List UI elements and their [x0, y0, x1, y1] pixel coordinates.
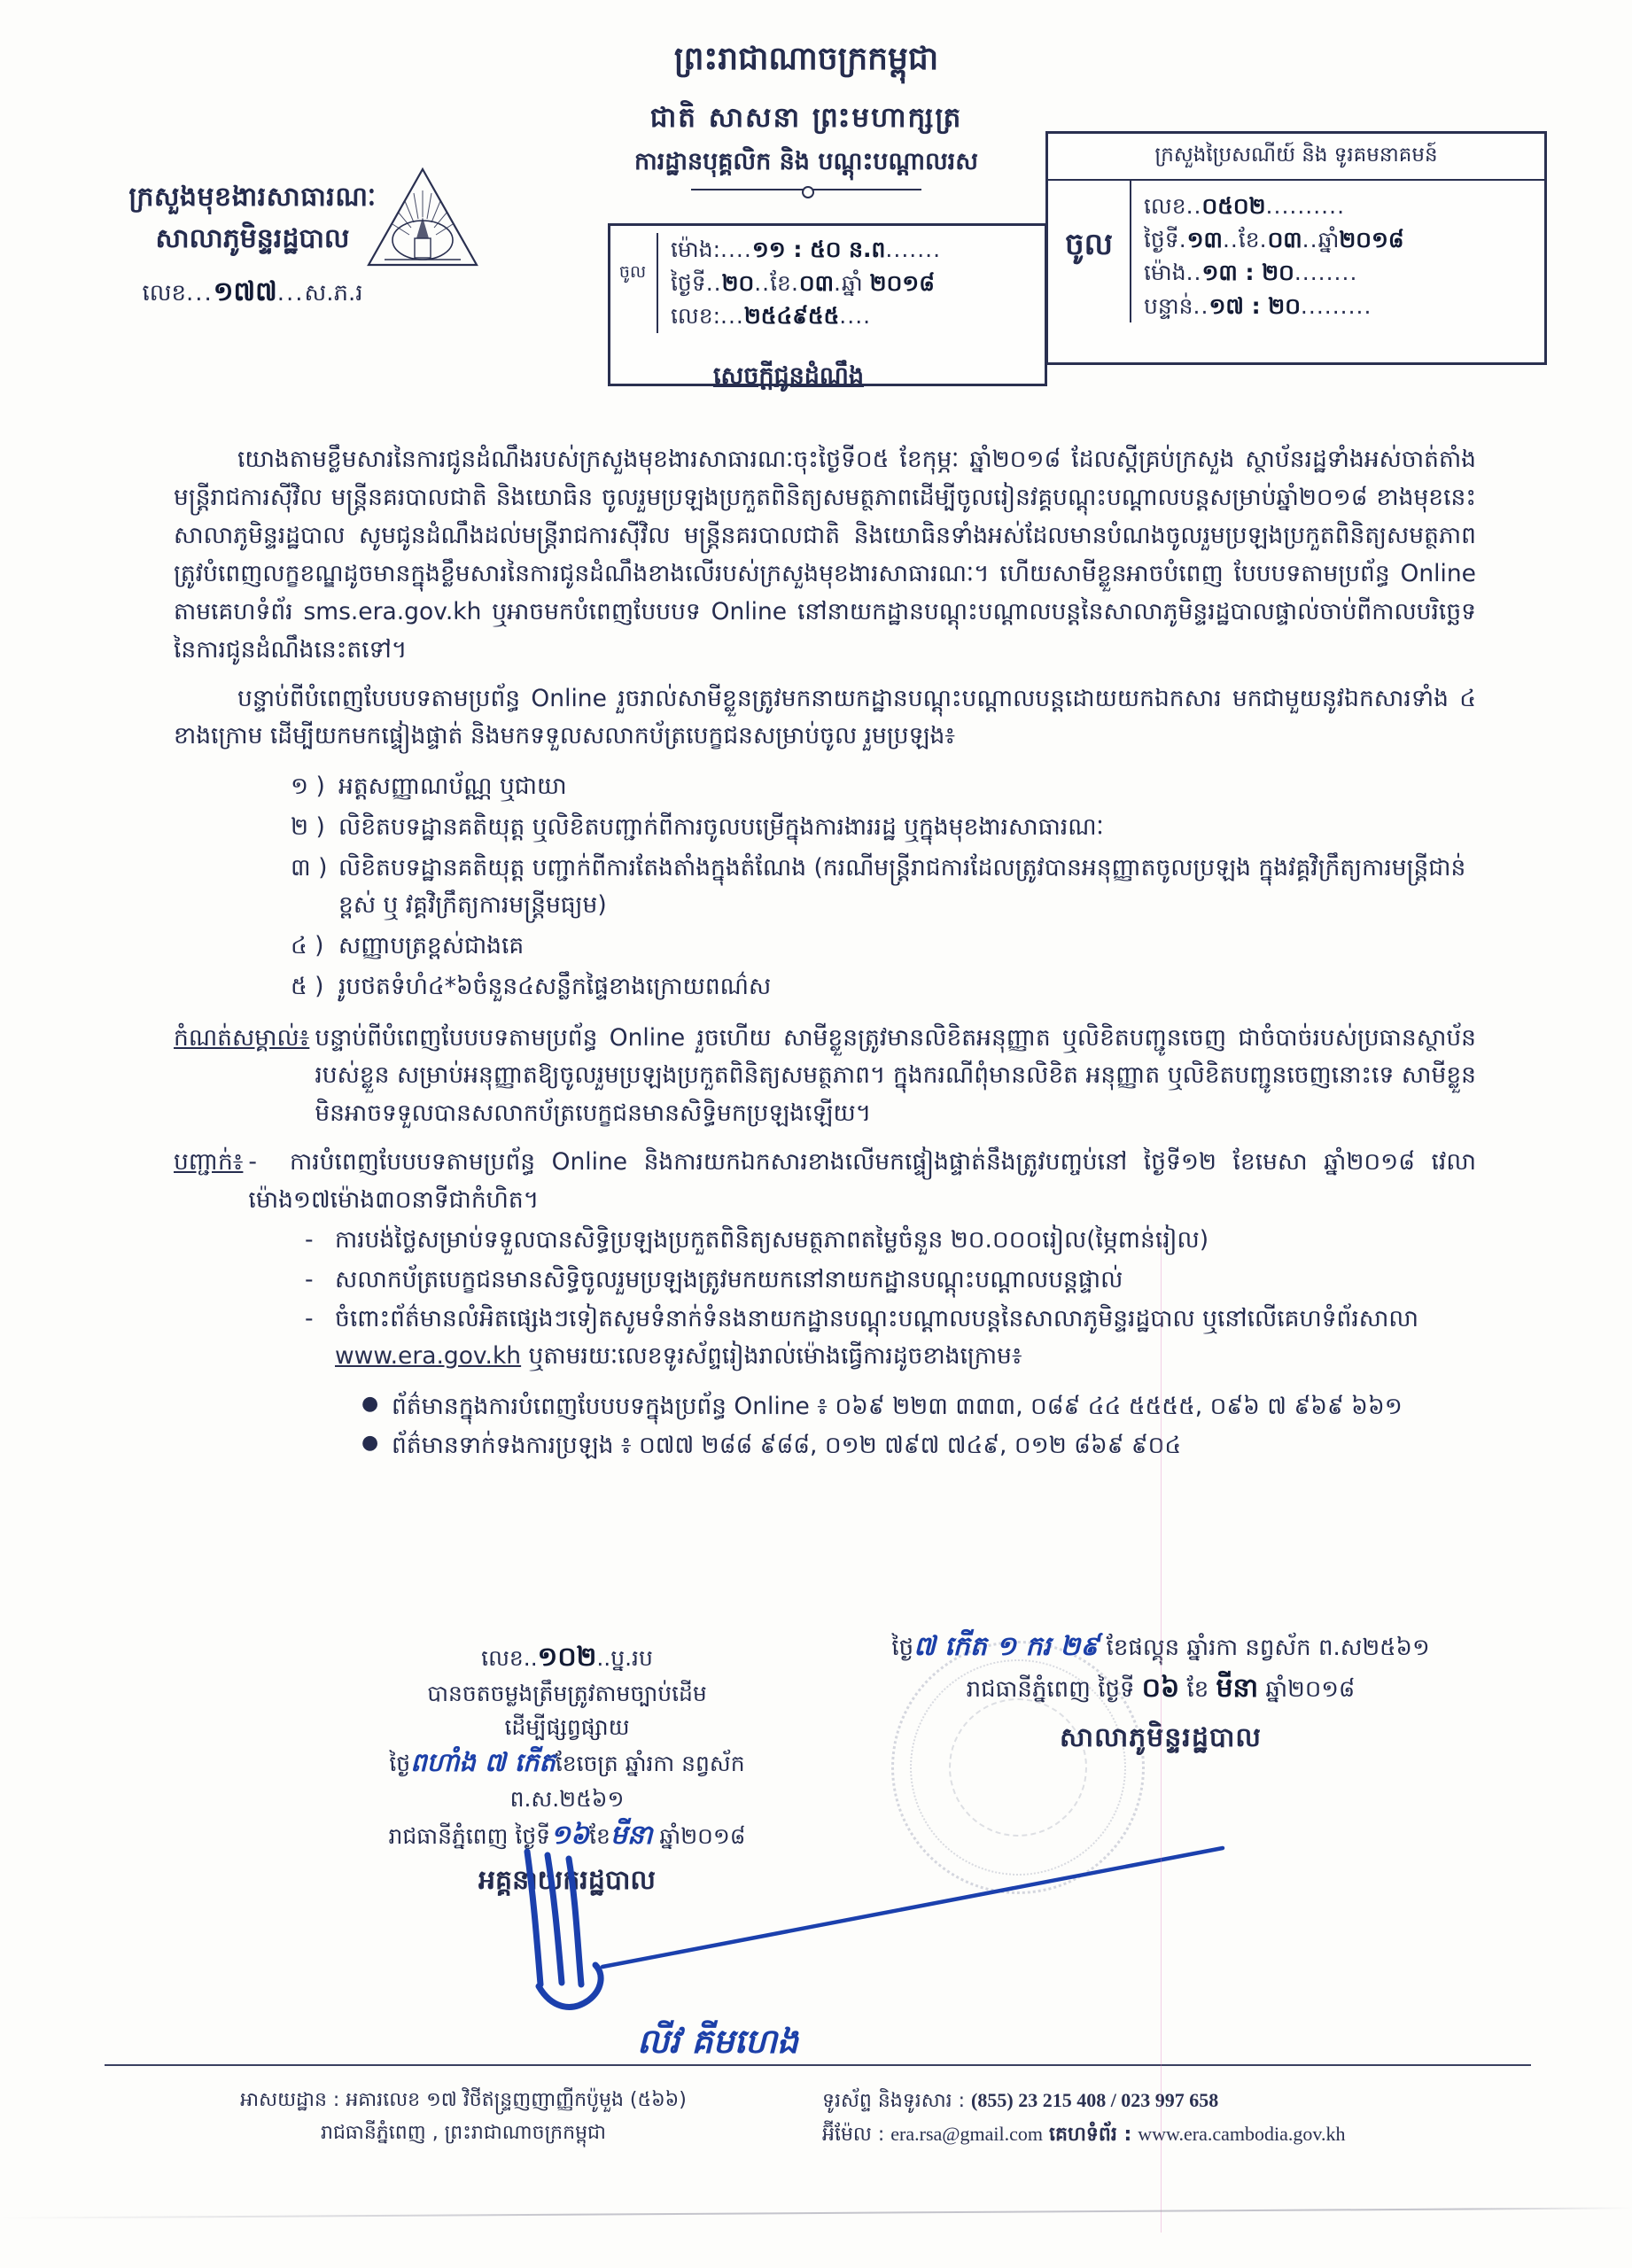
scan-artifact-edge: [0, 2207, 1632, 2218]
header-divider: [691, 189, 921, 190]
list-item: [174, 850, 1476, 924]
reception-month-label: ខែ: [1238, 226, 1260, 252]
reception-stamp-title: ក្រសួងប្រៃសណីយ៍ និង ទូរគមនាគមន៍: [1048, 134, 1544, 181]
cert-city-month-label: ខែ: [589, 1823, 610, 1849]
list-item-text: លិខិតបទដ្ឋានគតិយុត្ត ឬលិខិតបញ្ជាក់ពីការចូលបម្រើក្នុងការងាររដ្ឋ ឬក្នុងមុខងារសាធារណៈ: [338, 813, 1104, 842]
list-item: [174, 1427, 1476, 1464]
document-subject: សេចក្តីជូនដំណឹង: [712, 362, 865, 390]
cert-date-prefix: ថ្ងៃ: [389, 1751, 411, 1776]
certification-number-suffix: ប្ន.រប: [610, 1645, 653, 1671]
list-item-text: [392, 1388, 1476, 1425]
reception-urgent-field: បន្ទាន់..១៧ : ២០.........: [1144, 292, 1372, 319]
incoming-num-field: លេខ:...២៥៤៩៥៥....: [671, 303, 872, 329]
reception-year-label: ឆ្នាំ: [1317, 226, 1340, 252]
cert-city-prefix: រាជធានីភ្នំពេញ ថ្ងៃទី: [388, 1823, 551, 1849]
incoming-stamp-fields: [657, 233, 1037, 333]
incoming-stamp-tag: ចូល: [618, 262, 647, 282]
document-number-label: លេខ: [142, 280, 186, 307]
incoming-date-value: ២០: [721, 269, 755, 296]
certification-number-line: លេខ..១០២..ប្ន.រប: [481, 1642, 653, 1673]
reception-num-field: លេខ..០៥០២..........: [1144, 193, 1346, 219]
certification-line-2: ដើម្បីផ្សព្វផ្សាយ: [504, 1713, 630, 1740]
footer-divider: [105, 2064, 1531, 2066]
dash-marker: -: [305, 1226, 314, 1254]
attention-first-item: - ការបំពេញបែបបទតាមប្រព័ន្ធ Online និងការយកឯកសារខាងលើមកផ្ទៀងផ្ទាត់នឹងត្រូវបញ្ចប់នៅ ថ្ងៃទី១២ ខែមេសា ឆ្នាំ២០១៨ វេលាម៉ោង១៧ម៉ោង៣០នាទីជាកំហិត។: [248, 1148, 1476, 1215]
list-item-tail-text: ឬតាមរយៈលេខទូរស័ព្ទរៀងរាល់ម៉ោងធ្វើការដូចខាងក្រោម៖: [528, 1342, 1022, 1371]
attention-first-item-text: ការបំពេញបែបបទតាមប្រព័ន្ធ Online និងការយកឯកសារខាងលើមកផ្ទៀងផ្ទាត់នឹងត្រូវបញ្ចប់នៅ ថ្ងៃទី១២ ខែមេសា ឆ្នាំ២០១៨ វេលាម៉ោង១៧ម៉ោង៣០នាទីជាកំហិត។: [248, 1148, 1476, 1215]
list-item-text: លិខិតបទដ្ឋានគតិយុត្ត បញ្ជាក់ពីការតែងតាំងក្នុងតំណែង (ករណីមន្ត្រីរាជការដែលត្រូវបានអនុញ្ញាតចូលប្រឡង ក្នុងវគ្គវិក្រឹត្យការមន្ត្រីជាន់ខ្ពស់ ឬ វគ្គវិក្រឹត្យការមន្ត្រីមធ្យម): [338, 854, 1466, 919]
list-item: [174, 768, 1476, 805]
document-number-line: លេខ...១៧៧...ស.ភ.រ: [142, 276, 363, 307]
document-number-suffix: ស.ភ.រ: [304, 280, 363, 307]
footer-phone-label: ទូរស័ព្ទ និងទូរសារ :: [822, 2090, 966, 2112]
attention-block: [174, 1144, 1476, 1220]
list-item-lead-text: ចំពោះព័ត៌មានលំអិតផ្សេងៗទៀតសូមទំនាក់ទំនងនាយកដ្ឋានបណ្តុះបណ្តាលបន្តនៃសាលាភូមិន្ទរដ្ឋបាល ឬនៅលើគេហទំព័រសាលា: [335, 1304, 1419, 1332]
footer-phone-value: (855) 23 215 408 / 023 997 658: [971, 2089, 1219, 2111]
list-item-text: អត្តសញ្ញាណប័ណ្ណ ឬជាយា: [338, 773, 567, 801]
cert-date-handwritten: ពហាំង ៧ កើត: [410, 1747, 556, 1777]
document-number-value: ១៧៧: [213, 276, 277, 307]
cert-date-rest: ខែចេត្រ ឆ្នាំរកា នព្វស័ក ព.ស.២៥៦១: [509, 1751, 745, 1812]
reception-num-label: លេខ: [1144, 193, 1186, 219]
list-item: [174, 928, 1476, 965]
kingdom-title: ព្រះរាជាណាចក្រកម្ពុជា: [673, 41, 939, 77]
issue-date-prefix: ថ្ងៃ: [891, 1635, 914, 1661]
bullet-icon: ●: [361, 1432, 379, 1455]
footer-web-label: គេហទំព័រ :: [1049, 2124, 1132, 2147]
department-subtitle: ការដ្ឋានបុគ្គលិក និង បណ្តុះបណ្តាលរស: [634, 147, 978, 175]
footer-contact-column: [822, 2084, 1540, 2152]
footer-address-column: [105, 2084, 822, 2152]
footer-web-value: www.era.cambodia.gov.kh: [1138, 2123, 1346, 2146]
school-name: សាលាភូមិន្ទរដ្ឋបាល: [155, 222, 350, 254]
list-item-number: ៤ ): [291, 931, 324, 959]
contact-numbers: ០៦៩ ២២៣ ៣៣៣, ០៨៩ ៤៤ ៥៥៥៥, ០៩៦ ៧ ៩៦៩ ៦៦១: [835, 1392, 1403, 1420]
incoming-date-field: ថ្ងៃទី..២០..ខែ.០៣.ឆ្នាំ ២០១៨: [671, 269, 935, 296]
reception-time-field: ម៉ោង..១៣ : ២០........: [1144, 260, 1358, 285]
list-item-text: [335, 1301, 1476, 1376]
issue-city-prefix: រាជធានីភ្នំពេញ ថ្ងៃទី: [966, 1675, 1135, 1703]
signer-name: លីវ គីមហេង: [636, 2022, 799, 2061]
certification-buddhist-date: [337, 1744, 797, 1815]
incoming-date-label: ថ្ងៃទី: [671, 269, 706, 296]
reception-year-value: ២០១៨: [1339, 226, 1404, 252]
note-label: កំណត់សម្គាល់៖: [174, 1023, 310, 1052]
reception-urgent-label: បន្ទាន់: [1144, 292, 1193, 319]
footer-address-line-1: [105, 2084, 822, 2117]
incoming-year-label: ឆ្នាំ: [841, 269, 863, 296]
footer: [105, 2084, 1540, 2152]
footer-email-value: era.rsa@gmail.com: [890, 2123, 1044, 2146]
reception-time-label: ម៉ោង: [1144, 260, 1186, 285]
reception-stamp-word: ចូល: [1048, 181, 1131, 322]
list-item: [174, 1262, 1476, 1299]
certification-office-title: អគ្គនាយករដ្ឋបាល: [478, 1865, 656, 1896]
certification-number-label: លេខ: [481, 1645, 524, 1671]
cert-city-day: ១៦: [550, 1820, 590, 1851]
cert-city-month: មីនា: [610, 1820, 653, 1851]
attention-dash-list: [174, 1222, 1476, 1376]
note-block: [174, 1020, 1476, 1134]
list-item-text: [392, 1427, 1476, 1464]
list-item-text: រូបថតទំហំ៤*៦ចំនួន៤សន្លឹកផ្ទៃខាងក្រោយពណ៌ស: [338, 972, 772, 1000]
incoming-year-value: ២០១៨: [869, 269, 935, 296]
body-paragraph-1: យោងតាមខ្លឹមសារនៃការជូនដំណឹងរបស់ក្រសួងមុខងារសាធារណៈចុះថ្ងៃទី០៥ ខែកុម្ភៈ ឆ្នាំ២០១៨ ដែលស្តីគ្រប់ក្រសួង ស្ថាប័នរដ្ឋទាំងអស់ចាត់តាំងមន្ត្រីរាជការស៊ីវិល មន្ត្រីនគរបាលជាតិ និងយោធិន ចូលរួមប្រឡងប្រកួតពិនិត្យសមត្ថភាពដើម្បីចូលរៀនវគ្គបណ្តុះបណ្តាលបន្តសម្រាប់ឆ្នាំ២០១៨ ខាងមុខនេះ សាលាភូមិន្ទរដ្ឋបាល សូមជូនដំណឹងដល់មន្ត្រីរាជការស៊ីវិល មន្ត្រីនគរបាលជាតិ និងយោធិនទាំងអស់ដែលមានបំណងចូលរួមប្រឡងប្រកួតពិនិត្យសមត្ថភាពត្រូវបំពេញលក្ខខណ្ឌដូចមានក្នុងខ្លឹមសារនៃការជូនដំណឹងខាងលើរបស់ក្រសួងមុខងារសាធារណៈ។ ហើយសាមីខ្លួនអាចបំពេញ បែបបទតាមប្រព័ន្ធ Online តាមគេហទំព័រ sms.era.gov.kh ឬអាចមកបំពេញបែបបទ Online នៅនាយកដ្ឋានបណ្តុះបណ្តាលបន្តនៃសាលាភូមិន្ទរដ្ឋបាលផ្ទាល់ចាប់ពីកាលបរិច្ឆេទនៃការជូនដំណឹងនេះតទៅ។: [174, 446, 1476, 664]
national-motto: ជាតិ សាសនា ព្រះមហាក្សត្រ: [649, 102, 963, 134]
list-item-text: សញ្ញាបត្រខ្ពស់ជាងគេ: [338, 931, 525, 959]
reception-month-value: ០៣: [1267, 226, 1302, 252]
issue-date-handwritten: ៧ កើត ១ ករ ២៩: [913, 1631, 1100, 1662]
list-item-number: ២ ): [291, 813, 325, 842]
footer-email-line: [822, 2117, 1540, 2151]
list-item: [174, 968, 1476, 1006]
issue-city-month: មីនា: [1216, 1672, 1259, 1704]
issue-city-month-label: ខែ: [1186, 1675, 1209, 1703]
list-item-number: ៣ ): [291, 854, 328, 882]
incoming-time-value: ១១ : ៥០ ន.ព: [751, 237, 886, 262]
contact-label: ព័ត៌មានទាក់ទងការប្រឡង ៖: [392, 1432, 632, 1460]
contact-bullet-list: [174, 1388, 1476, 1465]
list-item: [174, 1222, 1476, 1259]
reception-date-label: ថ្ងៃទី: [1144, 226, 1179, 252]
attention-label: បញ្ជាក់៖: [174, 1148, 244, 1177]
incoming-month-value: ០៣: [798, 269, 834, 296]
incoming-month-label: ខែ: [770, 269, 791, 296]
national-emblem-icon: [365, 164, 480, 270]
certification-line-1: បានចតចម្លងត្រឹមត្រូវតាមច្បាប់ដើម: [427, 1681, 707, 1706]
contact-numbers: ០៧៧ ២៨៨ ៩៨៨, ០១២ ៧៩៧ ៧៤៩, ០១២ ៨៦៩ ៩០៤: [639, 1432, 1182, 1460]
list-item-number: ៥ ): [291, 972, 324, 1000]
reception-time-value: ១៣ : ២០: [1201, 260, 1294, 285]
footer-address-line-2: រាជធានីភ្នំពេញ , ព្រះរាជាណាចក្រកម្ពុជា: [321, 2122, 606, 2145]
scan-artifact-line: [1161, 1231, 1162, 2233]
issue-city-day: ០៦: [1141, 1672, 1180, 1704]
certification-block: [337, 1637, 797, 1900]
issue-date-rest: ខែផល្គុន ឆ្នាំរកា នព្វស័ក ព.ស២៥៦១: [1106, 1635, 1430, 1661]
reception-stamp-box: [1045, 131, 1547, 365]
dash-marker: -: [305, 1265, 314, 1293]
dash-marker: -: [305, 1304, 314, 1332]
note-text: បន្ទាប់ពីបំពេញបែបបទតាមប្រព័ន្ធ Online រួចហើយ សាមីខ្លួនត្រូវមានលិខិតអនុញ្ញាត ឬលិខិតបញ្ជូនចេញ ជាចំបាច់របស់ប្រធានស្ថាប័នរបស់ខ្លួន សម្រាប់អនុញ្ញាតឱ្យចូលរួមប្រឡងប្រកួតពិនិត្យសមត្ថភាព។ ក្នុងករណីពុំមានលិខិត អនុញ្ញាត ឬលិខិតបញ្ជូនចេញនោះទេ សាមីខ្លួនមិនអាចទទួលបានសលាកប័ត្របេក្ខជនមានសិទ្ធិមកប្រឡងឡើយ។: [315, 1023, 1476, 1128]
footer-address-text: អគារលេខ ១៧ វិថីឥន្រ្ទញញាញ្ញីកប៉ូមួង (៥៦៦): [346, 2089, 687, 2111]
certification-city-date: [337, 1815, 797, 1855]
required-documents-list: [174, 768, 1476, 1005]
list-item: [174, 809, 1476, 846]
bullet-icon: ●: [361, 1392, 379, 1415]
ministry-name: ក្រសួងមុខងារសាធារណៈ: [128, 182, 377, 213]
reception-date-field: ថ្ងៃទី.១៣..ខែ.០៣..ឆ្នាំ២០១៨: [1144, 226, 1404, 252]
certification-number-value: ១០២: [537, 1642, 597, 1673]
cert-city-year: ឆ្នាំ២០១៨: [659, 1823, 746, 1849]
reception-num-value: ០៥០២: [1201, 193, 1266, 219]
reception-urgent-value: ១៧ : ២០: [1208, 292, 1301, 319]
footer-phone-line: [822, 2084, 1540, 2117]
list-item: [174, 1388, 1476, 1425]
incoming-num-label: លេខ:: [671, 303, 721, 329]
list-item: [174, 1301, 1476, 1376]
incoming-time-label: ម៉ោង:: [671, 237, 721, 262]
contact-label: ព័ត៌មានក្នុងការបំពេញបែបបទក្នុងប្រព័ន្ធ Online ៖: [392, 1392, 828, 1420]
reception-date-value: ១៣: [1186, 226, 1223, 252]
kingdom-header: [478, 35, 1134, 190]
document-body: [174, 441, 1476, 1466]
incoming-time-field: ម៉ោង:....១១ : ៥០ ន.ព.......: [671, 237, 942, 262]
list-item-text: សលាកប័ត្របេក្ខជនមានសិទ្ធិចូលរួមប្រឡងត្រូវមកយកនៅនាយកដ្ឋានបណ្តុះបណ្តាលបន្តផ្ទាល់: [335, 1265, 1123, 1293]
era-website-link[interactable]: www.era.gov.kh: [335, 1342, 522, 1371]
list-item-number: ១ ): [291, 773, 325, 801]
footer-address-label: អាសយដ្ឋាន :: [240, 2089, 340, 2111]
issuing-office-title: សាលាភូមិន្ទរដ្ឋបាល: [1060, 1722, 1262, 1753]
issue-city-year: ឆ្នាំ២០១៨: [1265, 1675, 1356, 1703]
incoming-num-value: ២៥៤៩៥៥: [743, 303, 840, 329]
footer-email-label: អ៊ីម៉ែល :: [822, 2124, 885, 2147]
list-item-text: ការបង់ថ្លៃសម្រាប់ទទួលបានសិទ្ធិប្រឡងប្រកួតពិនិត្យសមត្ថភាពតម្លៃចំនួន ២០.០០០រៀល(ម្ភៃពាន់រៀល): [335, 1226, 1209, 1254]
body-paragraph-2: បន្ទាប់ពីបំពេញបែបបទតាមប្រព័ន្ធ Online រួចរាល់សាមីខ្លួនត្រូវមកនាយកដ្ឋានបណ្តុះបណ្តាលបន្តដោយយកឯកសារ មកជាមួយនូវឯកសារទាំង ៤ ខាងក្រោម ដើម្បីយកមកផ្ទៀងផ្ទាត់ និងមកទទួលសលាកប័ត្របេក្ខជនសម្រាប់ចូល រួមប្រឡង៖: [174, 684, 1476, 750]
